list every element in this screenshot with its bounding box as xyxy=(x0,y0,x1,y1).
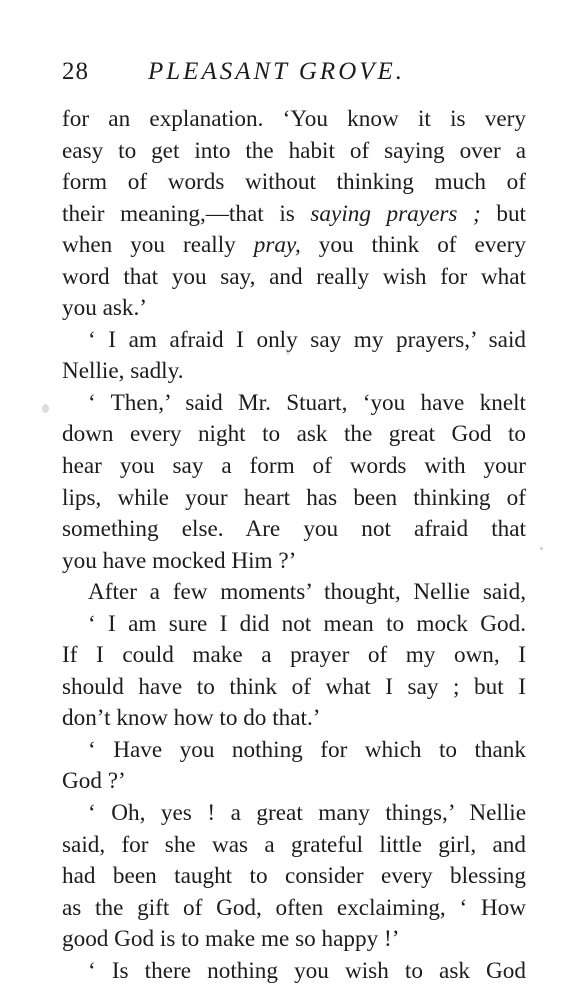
text-line xyxy=(62,451,526,483)
text-line xyxy=(62,167,526,199)
text-line xyxy=(62,577,526,609)
line-text: had been taught to consider every blessing xyxy=(62,863,526,890)
line-text: ‘ Then,’ said Mr. Stuart, ‘you have knelt xyxy=(88,389,526,416)
line-text: easy to get into the habit of saying over a xyxy=(62,137,526,164)
line-text: said, for she was a grateful little girl, and xyxy=(62,831,526,858)
body-text xyxy=(62,104,526,987)
line-text: you think of every xyxy=(300,232,526,259)
line-text: for an explanation. ‘You know it is very xyxy=(62,106,526,132)
text-line xyxy=(62,136,526,168)
text-line xyxy=(62,956,526,988)
line-text: don’t know how to do that.’ xyxy=(62,705,321,732)
italic-text: pray, xyxy=(253,232,301,259)
line-text: If I could make a prayer of my own, I xyxy=(62,642,526,669)
line-text: ‘ I am afraid I only say my prayers,’ said xyxy=(88,326,526,353)
text-line xyxy=(62,514,526,546)
line-text: down every night to ask the great God to xyxy=(62,421,526,448)
running-title: PLEASANT GROVE. xyxy=(148,58,406,85)
line-text: After a few moments’ thought, Nellie said, xyxy=(88,579,526,606)
line-text: ‘ Is there nothing you wish to ask God xyxy=(88,957,526,984)
text-line xyxy=(62,356,526,388)
line-text: ‘ I am sure I did not mean to mock God. xyxy=(88,610,526,637)
page-header xyxy=(62,54,532,90)
scan-speck xyxy=(485,688,489,693)
line-text: you ask.’ xyxy=(62,295,148,322)
line-text: but xyxy=(480,200,526,227)
text-line xyxy=(62,640,526,672)
line-text: good God is to make me so happy !’ xyxy=(62,926,400,953)
line-text: should have to think of what I say ; but I xyxy=(62,673,526,700)
text-line xyxy=(62,388,526,420)
text-line xyxy=(62,325,526,357)
text-line xyxy=(62,672,526,704)
text-line xyxy=(62,104,526,136)
text-line xyxy=(62,199,526,231)
scan-speck xyxy=(540,547,543,550)
line-text: when you really xyxy=(62,232,254,259)
text-line xyxy=(62,893,526,925)
line-text: God ?’ xyxy=(62,768,126,795)
text-line xyxy=(62,861,526,893)
text-line xyxy=(62,609,526,641)
text-line xyxy=(62,703,526,735)
text-line xyxy=(62,798,526,830)
text-line xyxy=(62,924,526,956)
line-text: ‘ Have you nothing for which to thank xyxy=(88,736,526,763)
line-text: Nellie, sadly. xyxy=(62,358,184,385)
scan-speck xyxy=(42,404,49,413)
text-line xyxy=(62,293,526,325)
text-line xyxy=(62,546,526,578)
text-line xyxy=(62,830,526,862)
text-line xyxy=(62,230,526,262)
line-text: hear you say a form of words with your xyxy=(62,453,526,480)
text-line xyxy=(62,483,526,515)
line-text: their meaning,—that is xyxy=(62,200,311,227)
line-text: lips, while your heart has been thinking of xyxy=(62,484,526,511)
text-line xyxy=(62,735,526,767)
line-text: word that you say, and really wish for what xyxy=(62,263,526,290)
line-text: ‘ Oh, yes ! a great many things,’ Nellie xyxy=(88,800,526,827)
text-line xyxy=(62,262,526,294)
text-line xyxy=(62,766,526,798)
page-number: 28 xyxy=(62,58,89,85)
line-text: as the gift of God, often exclaiming, ‘ How xyxy=(62,894,526,921)
line-text: you have mocked Him ?’ xyxy=(62,547,297,574)
line-text: form of words without thinking much of xyxy=(62,169,526,196)
line-text: something else. Are you not afraid that xyxy=(62,516,526,543)
scan-speck xyxy=(286,350,290,355)
italic-text: saying prayers ; xyxy=(310,200,481,227)
text-line xyxy=(62,419,526,451)
